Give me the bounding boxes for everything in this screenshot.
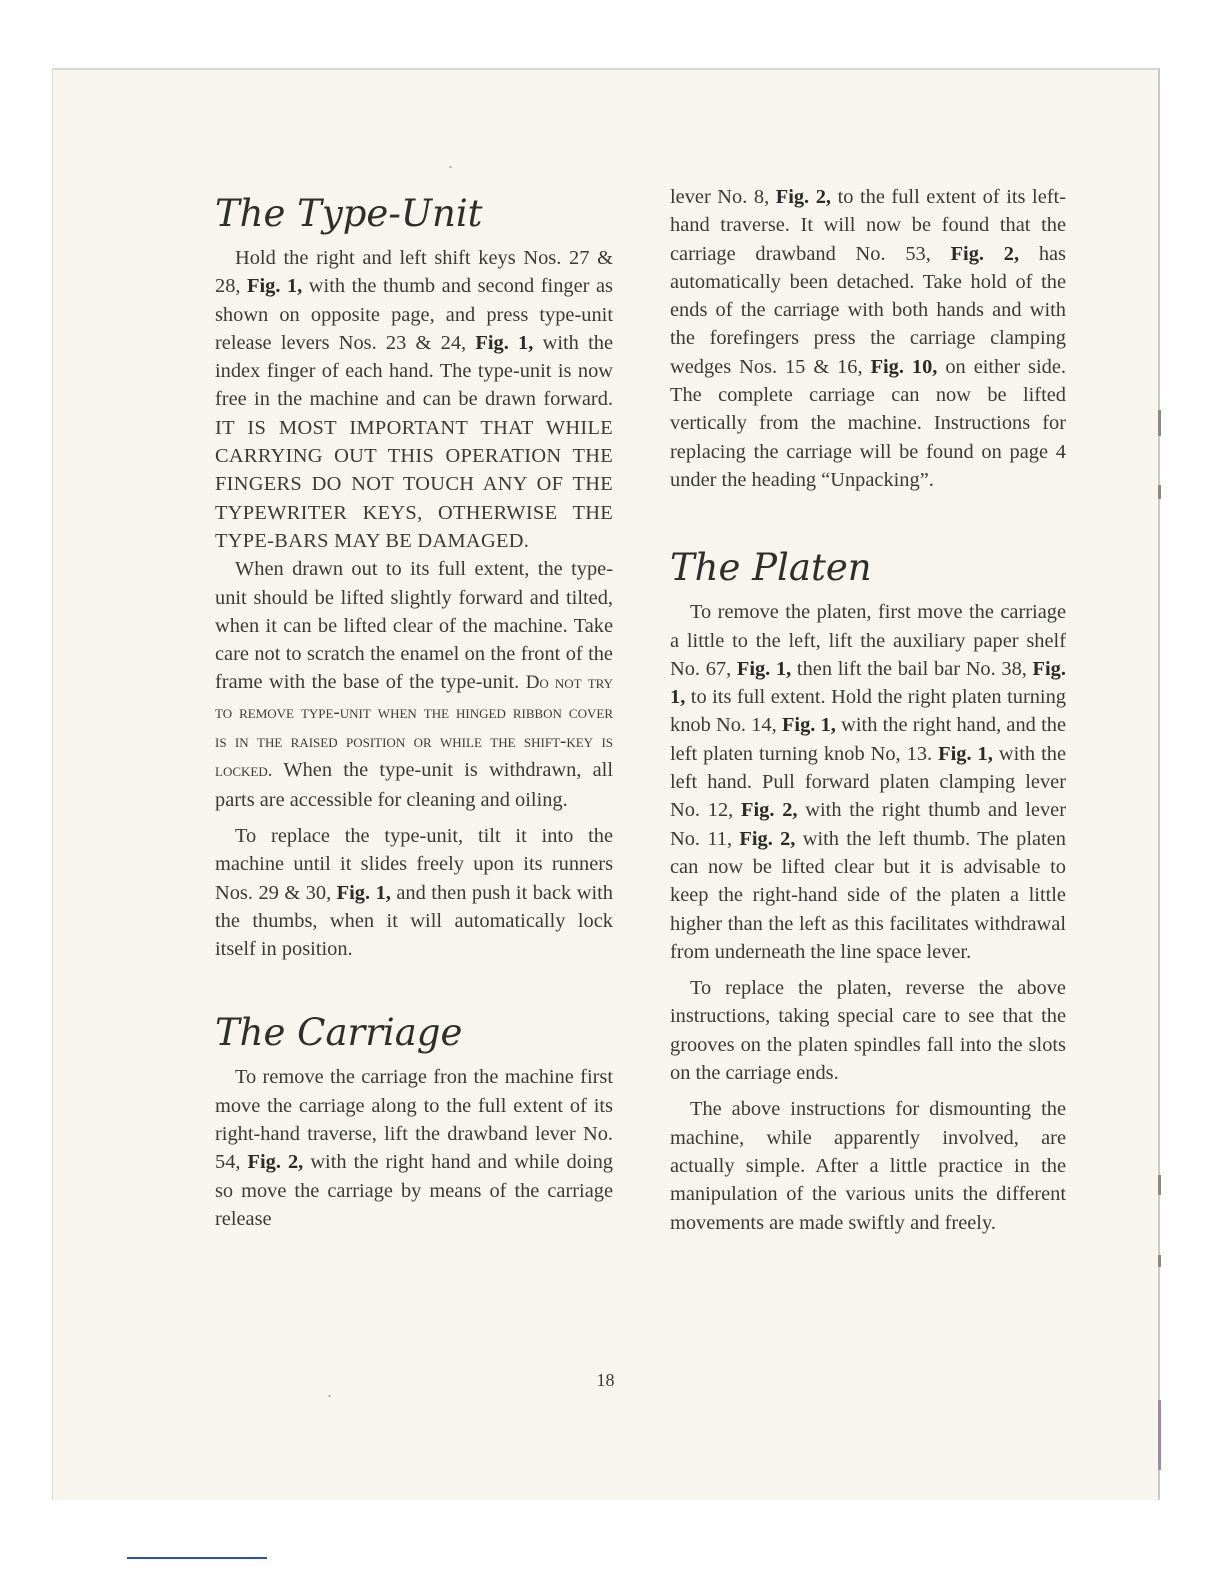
type-unit-heading: The Type-Unit [215,192,483,235]
scan-edge-mark [1158,1255,1161,1267]
right-column [670,183,1066,1237]
type-unit-warning: IT IS MOST IMPORTANT THAT WHILE CARRYING OUT THIS OPERATION THE FINGERS DO NOT TOUCH ANY OF THE TYPEWRITER KEYS, OTHERWISE THE TYPE-BARS MAY BE DAMAGED. [215,416,613,552]
type-unit-caution: Do not try to remove type-unit when the hinged ribbon cover is in the raised position or while the shift-key is locked. [215,672,613,782]
carriage-paragraph-2: lever No. 8, Fig. 2, to the full extent of its left-hand traverse. It will now be found that the carriage drawband No. 53, Fig. 2, has automatically been detached. Take hold of the ends of the carriage with both hands and with the forefingers press the carriage clamping wedges Nos. 15 & 16, Fig. 10, on either side. The complete carriage can now be lifted vertically from the machine. Instructions for replacing the carriage will be found on page 4 under the heading “Unpacking”. [670,186,1066,491]
paper-fleck [449,166,452,168]
scan-edge-mark [1158,410,1161,436]
platen-paragraph-1: To remove the platen, first move the carriage a little to the left, lift the auxiliary paper shelf No. 67, Fig. 1, then lift the bail bar No. 38, Fig. 1, to its full extent. Hold the right platen turning knob No. 14, Fig. 1, with the right hand, and the left platen turning knob No, 13. Fig. 1, with the left hand. Pull forward platen clamping lever No. 12, Fig. 2, with the right thumb and lever No. 11, Fig. 2, with the left thumb. The platen can now be lifted clear but it is advisable to keep the right-hand side of the platen a little higher than the left as this facilitates withdrawal from underneath the line space lever. [670,601,1067,963]
footnote-rule [127,1557,267,1559]
page-number: 18 [596,1370,615,1390]
section-spacer [215,963,613,1011]
scan-edge-mark [1158,1175,1161,1195]
scanned-page [52,68,1160,1500]
carriage-heading: The Carriage [215,1011,463,1055]
platen-paragraph-2: To replace the platen, reverse the above instructions, taking special care to see that the grooves on the platen spindles fall into the slots on the carriage ends. [670,977,1066,1085]
carriage-paragraph-1: To remove the carriage fron the machine first move the carriage along to the full extent of its right-hand traverse, lift the drawband lever No. 54, Fig. 2, with the right hand and while doing so move the carriage by means of the carriage release [215,1066,613,1230]
type-unit-paragraph-2: When drawn out to its full extent, the type-unit should be lifted slightly forward and tilted, when it can be lifted clear of the machine. Take care not to scratch the enamel on the front of the frame with the base of the type-unit. Do not try to remove type-unit when the hinged ribbon cover is in the raised position or while the shift-key is locked. When the type-unit is withdrawn, all parts are accessible for cleaning and oiling. [215,558,613,811]
scan-edge-mark [1158,1400,1161,1470]
type-unit-paragraph-1: Hold the right and left shift keys Nos. 27 & 28, Fig. 1, with the thumb and second finger as shown on opposite page, and press type-unit release levers Nos. 23 & 24, Fig. 1, with the index finger of each hand. The type-unit is now free in the machine and can be drawn forward. IT IS MOST IMPORTANT THAT WHILE CARRYING OUT THIS OPERATION THE FINGERS DO NOT TOUCH ANY OF THE TYPEWRITER KEYS, OTHERWISE THE TYPE-BARS MAY BE DAMAGED. [215,247,614,552]
section-spacer [670,494,1066,546]
scan-edge-mark [1158,485,1161,499]
platen-heading: The Platen [670,546,872,590]
type-unit-paragraph-3: To replace the type-unit, tilt it into the machine until it slides freely upon its runners Nos. 29 & 30, Fig. 1, and then push it back with the thumbs, when it will automatically lock itself in position. [215,824,613,961]
left-column [215,192,613,1233]
platen-paragraph-3: The above instructions for dismounting the machine, while apparently involved, are actually simple. After a little practice in the manipulation of the various units the different movements are made swiftly and freely. [670,1098,1066,1234]
paper-fleck [328,1395,331,1397]
